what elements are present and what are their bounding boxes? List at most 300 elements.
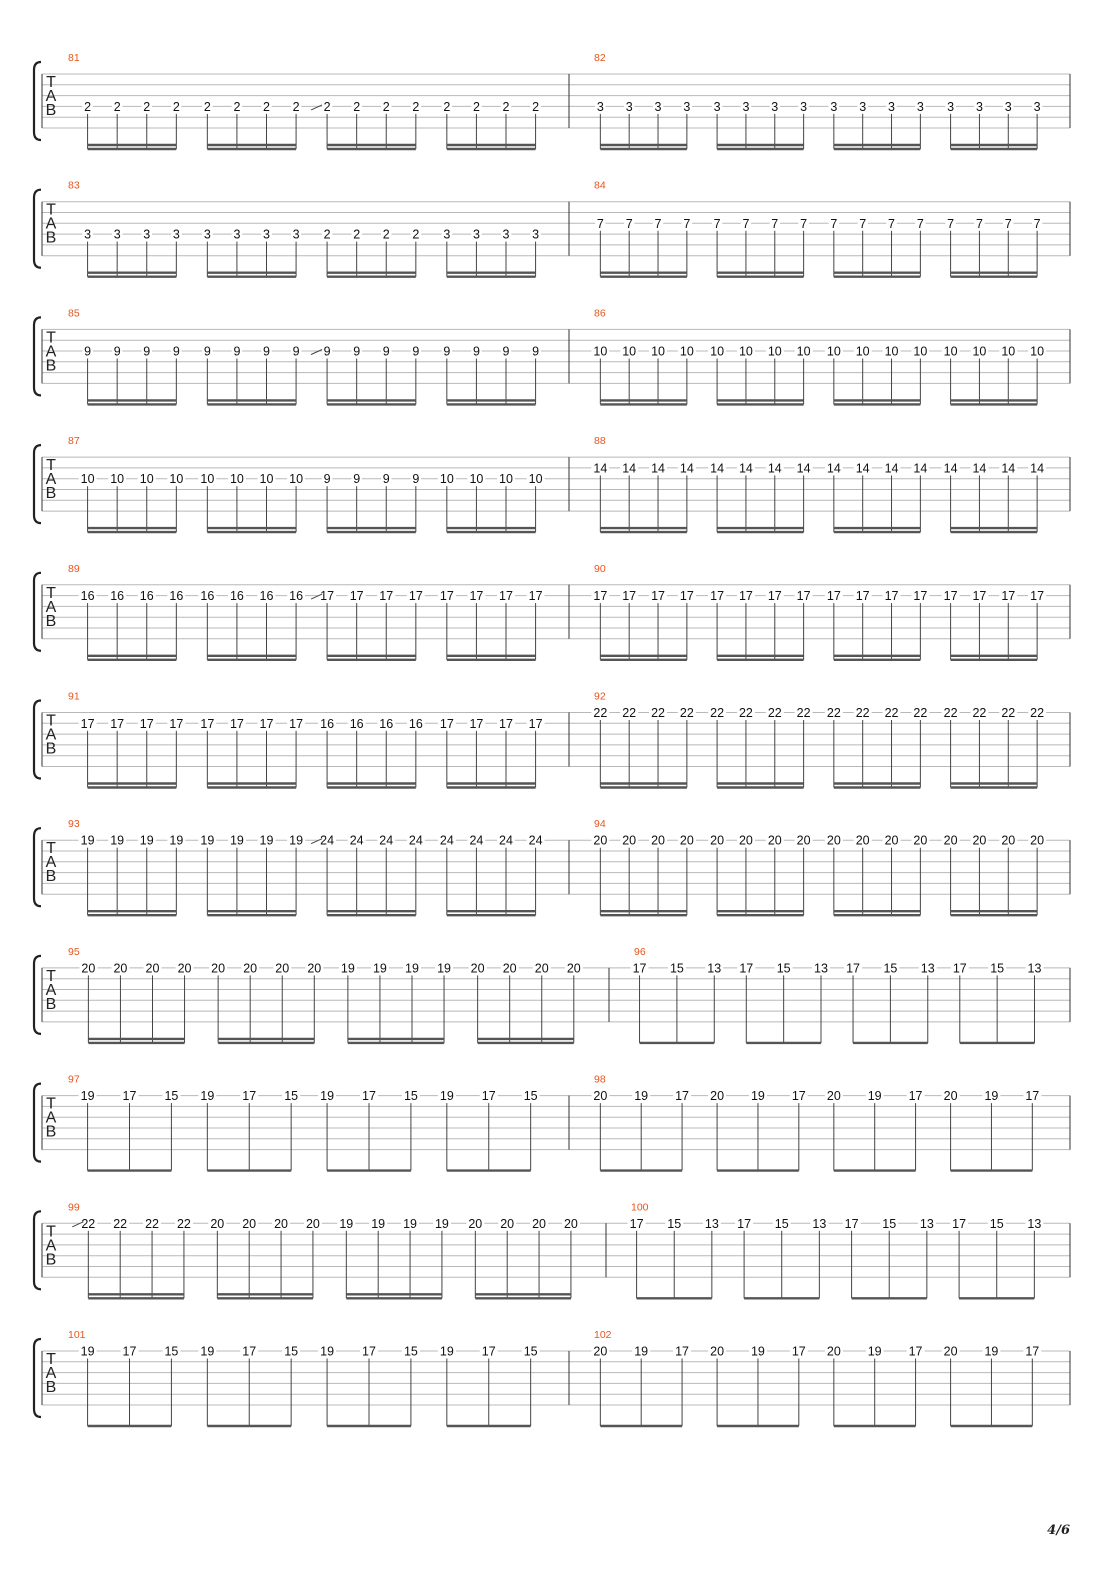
fret-number: 20 xyxy=(145,961,160,976)
fret-number: 16 xyxy=(289,589,304,604)
fret-number: 20 xyxy=(738,833,753,848)
fret-number: 14 xyxy=(884,461,899,476)
measure-number: 98 xyxy=(594,1073,606,1086)
fret-number: 22 xyxy=(738,706,753,720)
fret-number: 9 xyxy=(292,344,300,359)
fret-number: 17 xyxy=(767,589,782,604)
fret-number: 7 xyxy=(916,216,924,231)
fret-number: 10 xyxy=(259,472,274,487)
fret-number: 17 xyxy=(791,1344,806,1359)
fret-number: 2 xyxy=(382,99,390,114)
fret-number: 10 xyxy=(738,344,753,359)
fret-number: 17 xyxy=(362,1344,376,1359)
fret-number: 9 xyxy=(382,472,390,487)
system-bracket xyxy=(34,1339,41,1417)
fret-number: 19 xyxy=(437,961,452,976)
fret-number: 2 xyxy=(382,227,390,242)
fret-number: 15 xyxy=(284,1089,299,1104)
fret-number: 9 xyxy=(472,344,480,359)
fret-number: 17 xyxy=(110,716,125,731)
fret-number: 9 xyxy=(323,344,331,359)
fret-number: 19 xyxy=(320,1344,335,1359)
fret-number: 24 xyxy=(528,833,543,848)
fret-number: 10 xyxy=(943,344,958,359)
fret-number: 2 xyxy=(203,99,211,114)
fret-number: 10 xyxy=(622,344,637,359)
measure-number: 81 xyxy=(68,52,80,64)
tab-clef-letter: T xyxy=(46,1351,56,1368)
fret-number: 3 xyxy=(1004,99,1012,114)
fret-number: 15 xyxy=(403,1344,418,1359)
fret-number: 17 xyxy=(952,961,967,976)
fret-number: 24 xyxy=(439,833,454,848)
fret-number: 22 xyxy=(1030,706,1045,720)
fret-number: 22 xyxy=(651,706,665,720)
tab-clef-letter: A xyxy=(45,215,57,233)
fret-number: 20 xyxy=(972,833,987,848)
fret-number: 20 xyxy=(243,961,258,976)
fret-number: 19 xyxy=(340,961,355,976)
system-bracket xyxy=(34,828,41,906)
fret-number: 3 xyxy=(683,99,691,114)
fret-number: 15 xyxy=(774,1216,789,1231)
fret-number: 7 xyxy=(1004,216,1012,231)
fret-number: 17 xyxy=(943,589,958,604)
fret-number: 17 xyxy=(1001,589,1016,604)
fret-number: 10 xyxy=(593,344,608,359)
system-bracket xyxy=(34,1211,41,1289)
fret-number: 17 xyxy=(855,589,870,604)
fret-number: 10 xyxy=(710,344,725,359)
tab-clef-letter: A xyxy=(45,981,57,999)
fret-number: 17 xyxy=(737,1216,752,1231)
fret-number: 17 xyxy=(826,589,841,604)
tab-clef-letter: T xyxy=(46,329,56,347)
fret-number: 10 xyxy=(229,472,244,487)
fret-number: 19 xyxy=(320,1089,335,1104)
fret-number: 17 xyxy=(913,589,928,604)
fret-number: 2 xyxy=(233,99,241,114)
measure-number: 102 xyxy=(594,1329,612,1341)
fret-number: 16 xyxy=(349,716,364,731)
fret-number: 16 xyxy=(200,589,215,604)
fret-number: 14 xyxy=(622,461,637,476)
tab-clef-letter: B xyxy=(45,485,57,503)
fret-number: 20 xyxy=(470,961,485,976)
fret-number: 15 xyxy=(669,961,684,976)
fret-number: 7 xyxy=(888,216,896,231)
system-bracket xyxy=(34,62,41,140)
tab-clef-letter: B xyxy=(45,612,57,630)
fret-number: 20 xyxy=(534,961,549,976)
tab-clef-letter: T xyxy=(46,457,56,475)
fret-number: 22 xyxy=(826,706,841,720)
tab-clef-letter: B xyxy=(45,1379,57,1396)
fret-number: 10 xyxy=(796,344,811,359)
fret-number: 20 xyxy=(826,1344,841,1359)
fret-number: 9 xyxy=(412,472,420,487)
fret-number: 7 xyxy=(859,216,867,231)
tab-clef-letter: A xyxy=(45,598,57,616)
fret-number: 10 xyxy=(139,472,154,487)
fret-number: 9 xyxy=(502,344,510,359)
fret-number: 17 xyxy=(481,1089,496,1104)
fret-number: 17 xyxy=(469,589,484,604)
fret-number: 20 xyxy=(593,833,608,848)
fret-number: 2 xyxy=(263,99,270,114)
measure-number: 99 xyxy=(68,1201,80,1214)
fret-number: 3 xyxy=(502,227,510,242)
fret-number: 17 xyxy=(908,1344,923,1359)
fret-number: 17 xyxy=(844,1216,859,1231)
fret-number: 10 xyxy=(469,472,484,487)
fret-number: 20 xyxy=(767,833,782,848)
fret-number: 10 xyxy=(528,472,543,487)
fret-number: 9 xyxy=(203,344,211,359)
fret-number: 14 xyxy=(826,461,841,476)
fret-number: 17 xyxy=(242,1089,257,1104)
fret-number: 7 xyxy=(947,216,955,231)
fret-number: 20 xyxy=(307,961,322,976)
fret-number: 17 xyxy=(952,1216,967,1231)
fret-number: 7 xyxy=(625,216,633,231)
fret-number: 9 xyxy=(443,344,451,359)
fret-number: 10 xyxy=(289,472,304,487)
fret-number: 14 xyxy=(913,461,928,476)
fret-number: 17 xyxy=(139,716,154,731)
fret-number: 15 xyxy=(667,1216,682,1231)
fret-number: 17 xyxy=(738,589,753,604)
fret-number: 3 xyxy=(916,99,924,114)
fret-number: 19 xyxy=(405,961,419,976)
fret-number: 19 xyxy=(259,833,274,848)
fret-number: 9 xyxy=(233,344,241,359)
fret-number: 14 xyxy=(1001,461,1016,476)
fret-number: 10 xyxy=(855,344,870,359)
fret-number: 20 xyxy=(532,1216,547,1231)
fret-number: 20 xyxy=(855,833,870,848)
fret-number: 19 xyxy=(200,833,215,848)
fret-number: 2 xyxy=(443,99,451,114)
tab-clef-letter: A xyxy=(45,1365,57,1382)
measure-number: 95 xyxy=(68,945,80,958)
fret-number: 10 xyxy=(1001,344,1016,359)
fret-number: 10 xyxy=(80,472,95,487)
fret-number: 20 xyxy=(913,833,928,848)
fret-number: 24 xyxy=(408,833,423,848)
tab-clef-letter: B xyxy=(45,1123,57,1141)
fret-number: 17 xyxy=(379,589,394,604)
fret-number: 3 xyxy=(742,99,750,114)
fret-number: 7 xyxy=(830,216,838,231)
system-bracket xyxy=(34,190,41,268)
fret-number: 3 xyxy=(84,227,92,242)
fret-number: 15 xyxy=(776,961,791,976)
measure-number: 96 xyxy=(634,945,646,958)
fret-number: 16 xyxy=(110,589,125,604)
fret-number: 13 xyxy=(814,961,828,976)
fret-number: 19 xyxy=(634,1344,649,1359)
fret-number: 17 xyxy=(242,1344,257,1359)
fret-number: 20 xyxy=(1001,833,1016,848)
fret-number: 3 xyxy=(143,227,151,242)
fret-number: 3 xyxy=(800,99,808,114)
fret-number: 20 xyxy=(710,1344,725,1359)
fret-number: 17 xyxy=(884,589,899,604)
fret-number: 22 xyxy=(81,1216,96,1231)
fret-number: 3 xyxy=(625,99,633,114)
fret-number: 2 xyxy=(113,99,121,114)
tab-clef-letter: T xyxy=(46,201,56,219)
measure-number: 101 xyxy=(68,1329,86,1341)
fret-number: 20 xyxy=(563,1216,578,1231)
fret-number: 17 xyxy=(791,1089,806,1104)
fret-number: 7 xyxy=(713,216,721,231)
fret-number: 2 xyxy=(323,227,331,242)
fret-number: 22 xyxy=(710,706,725,720)
tab-clef-letter: A xyxy=(45,343,57,361)
fret-number: 15 xyxy=(164,1089,179,1104)
fret-number: 7 xyxy=(975,216,983,231)
fret-number: 24 xyxy=(320,833,335,848)
tab-clef-letter: T xyxy=(46,840,56,858)
page-number: 4/6 xyxy=(1047,1523,1070,1538)
fret-number: 16 xyxy=(139,589,154,604)
fret-number: 17 xyxy=(122,1089,137,1104)
fret-number: 3 xyxy=(771,99,779,114)
fret-number: 20 xyxy=(81,961,96,976)
tab-clef-letter: A xyxy=(45,1109,57,1127)
fret-number: 16 xyxy=(408,716,423,731)
fret-number: 20 xyxy=(884,833,899,848)
tab-clef-letter: T xyxy=(46,967,56,985)
fret-number: 9 xyxy=(532,344,540,359)
fret-number: 22 xyxy=(913,706,928,720)
fret-number: 17 xyxy=(349,589,364,604)
fret-number: 20 xyxy=(796,833,811,848)
fret-number: 20 xyxy=(710,833,725,848)
fret-number: 20 xyxy=(502,961,517,976)
fret-number: 19 xyxy=(434,1216,449,1231)
fret-number: 15 xyxy=(882,1216,897,1231)
slide-mark xyxy=(311,350,322,355)
tab-clef-letter: A xyxy=(45,88,57,105)
fret-number: 20 xyxy=(943,1089,958,1104)
fret-number: 15 xyxy=(990,961,1005,976)
measure-number: 97 xyxy=(68,1073,80,1086)
fret-number: 10 xyxy=(169,472,184,487)
fret-number: 7 xyxy=(800,216,808,231)
fret-number: 2 xyxy=(292,99,300,114)
fret-number: 24 xyxy=(499,833,513,848)
fret-number: 17 xyxy=(499,589,513,604)
tab-clef-letter: A xyxy=(45,471,57,489)
fret-number: 22 xyxy=(622,706,637,720)
fret-number: 17 xyxy=(632,961,647,976)
fret-number: 17 xyxy=(679,589,694,604)
fret-number: 14 xyxy=(767,461,782,476)
fret-number: 9 xyxy=(353,472,361,487)
tab-clef-letter: B xyxy=(45,868,57,886)
fret-number: 17 xyxy=(675,1344,690,1359)
fret-number: 20 xyxy=(943,1344,958,1359)
fret-number: 2 xyxy=(412,99,420,114)
measure-number: 82 xyxy=(594,52,606,64)
fret-number: 24 xyxy=(349,833,364,848)
fret-number: 20 xyxy=(113,961,128,976)
fret-number: 3 xyxy=(830,99,838,114)
fret-number: 17 xyxy=(528,589,543,604)
measure-number: 90 xyxy=(594,562,606,575)
fret-number: 22 xyxy=(145,1216,160,1231)
fret-number: 3 xyxy=(292,227,300,242)
fret-number: 20 xyxy=(211,961,226,976)
fret-number: 9 xyxy=(353,344,361,359)
fret-number: 15 xyxy=(284,1344,299,1359)
fret-number: 13 xyxy=(707,961,722,976)
fret-number: 10 xyxy=(767,344,782,359)
fret-number: 22 xyxy=(972,706,987,720)
fret-number: 9 xyxy=(263,344,270,359)
fret-number: 17 xyxy=(169,716,184,731)
fret-number: 10 xyxy=(972,344,987,359)
fret-number: 19 xyxy=(339,1216,354,1231)
fret-number: 20 xyxy=(622,833,637,848)
fret-number: 10 xyxy=(1030,344,1045,359)
tab-clef-letter: B xyxy=(45,740,57,758)
fret-number: 3 xyxy=(532,227,540,242)
fret-number: 16 xyxy=(320,716,335,731)
fret-number: 19 xyxy=(867,1344,882,1359)
fret-number: 7 xyxy=(742,216,750,231)
fret-number: 7 xyxy=(596,216,604,231)
fret-number: 14 xyxy=(796,461,811,476)
fret-number: 22 xyxy=(855,706,870,720)
fret-number: 9 xyxy=(143,344,151,359)
fret-number: 22 xyxy=(796,706,811,720)
measure-number: 89 xyxy=(68,562,80,575)
fret-number: 15 xyxy=(523,1344,538,1359)
fret-number: 19 xyxy=(200,1089,215,1104)
system-bracket xyxy=(34,317,41,395)
fret-number: 17 xyxy=(259,716,274,731)
fret-number: 17 xyxy=(499,716,513,731)
fret-number: 17 xyxy=(651,589,665,604)
fret-number: 14 xyxy=(943,461,958,476)
fret-number: 15 xyxy=(164,1344,179,1359)
system-bracket xyxy=(34,445,41,523)
fret-number: 20 xyxy=(826,833,841,848)
fret-number: 17 xyxy=(320,589,335,604)
fret-number: 3 xyxy=(203,227,211,242)
fret-number: 24 xyxy=(469,833,484,848)
fret-number: 14 xyxy=(972,461,987,476)
fret-number: 22 xyxy=(593,706,608,720)
fret-number: 7 xyxy=(771,216,779,231)
fret-number: 15 xyxy=(883,961,898,976)
fret-number: 17 xyxy=(408,589,423,604)
fret-number: 17 xyxy=(675,1089,690,1104)
fret-number: 20 xyxy=(566,961,581,976)
tab-clef-letter: B xyxy=(45,229,57,247)
fret-number: 17 xyxy=(439,589,454,604)
fret-number: 17 xyxy=(362,1089,376,1104)
tab-clef-letter: A xyxy=(45,726,57,744)
fret-number: 2 xyxy=(353,227,361,242)
fret-number: 19 xyxy=(169,833,184,848)
measure-number: 86 xyxy=(594,307,606,320)
fret-number: 19 xyxy=(750,1089,765,1104)
measure-number: 94 xyxy=(594,818,606,831)
fret-number: 3 xyxy=(947,99,955,114)
fret-number: 3 xyxy=(443,227,451,242)
fret-number: 7 xyxy=(1033,216,1041,231)
fret-number: 17 xyxy=(622,589,637,604)
fret-number: 15 xyxy=(523,1089,538,1104)
fret-number: 17 xyxy=(1030,589,1045,604)
fret-number: 10 xyxy=(200,472,215,487)
tab-clef-letter: T xyxy=(46,74,56,91)
measure-number: 91 xyxy=(68,690,80,703)
fret-number: 3 xyxy=(172,227,180,242)
fret-number: 19 xyxy=(403,1216,418,1231)
fret-number: 3 xyxy=(1033,99,1041,114)
fret-number: 14 xyxy=(855,461,870,476)
fret-number: 14 xyxy=(679,461,694,476)
fret-number: 20 xyxy=(305,1216,320,1231)
fret-number: 17 xyxy=(80,716,95,731)
fret-number: 10 xyxy=(679,344,694,359)
fret-number: 19 xyxy=(984,1089,999,1104)
fret-number: 13 xyxy=(704,1216,719,1231)
fret-number: 13 xyxy=(812,1216,827,1231)
fret-number: 9 xyxy=(84,344,92,359)
fret-number: 15 xyxy=(403,1089,418,1104)
fret-number: 13 xyxy=(919,1216,934,1231)
fret-number: 10 xyxy=(913,344,928,359)
fret-number: 3 xyxy=(263,227,270,242)
fret-number: 20 xyxy=(274,1216,289,1231)
fret-number: 16 xyxy=(379,716,394,731)
tab-clef-letter: T xyxy=(46,584,56,602)
fret-number: 19 xyxy=(200,1344,215,1359)
fret-number: 3 xyxy=(113,227,121,242)
fret-number: 16 xyxy=(169,589,184,604)
fret-number: 17 xyxy=(200,716,215,731)
fret-number: 10 xyxy=(884,344,899,359)
fret-number: 20 xyxy=(177,961,192,976)
fret-number: 22 xyxy=(113,1216,128,1231)
fret-number: 16 xyxy=(229,589,244,604)
fret-number: 13 xyxy=(1027,1216,1042,1231)
fret-number: 17 xyxy=(289,716,304,731)
fret-number: 17 xyxy=(481,1344,496,1359)
fret-number: 2 xyxy=(472,99,480,114)
tab-clef-letter: T xyxy=(46,1223,56,1241)
fret-number: 3 xyxy=(975,99,983,114)
fret-number: 19 xyxy=(372,961,387,976)
system-bracket xyxy=(34,956,41,1034)
measure-number: 93 xyxy=(68,818,80,831)
measure-number: 85 xyxy=(68,307,80,320)
fret-number: 9 xyxy=(113,344,121,359)
fret-number: 14 xyxy=(651,461,665,476)
fret-number: 20 xyxy=(710,1089,725,1104)
fret-number: 3 xyxy=(233,227,241,242)
fret-number: 2 xyxy=(84,99,92,114)
fret-number: 13 xyxy=(1027,961,1042,976)
tab-clef-letter: B xyxy=(45,995,57,1013)
